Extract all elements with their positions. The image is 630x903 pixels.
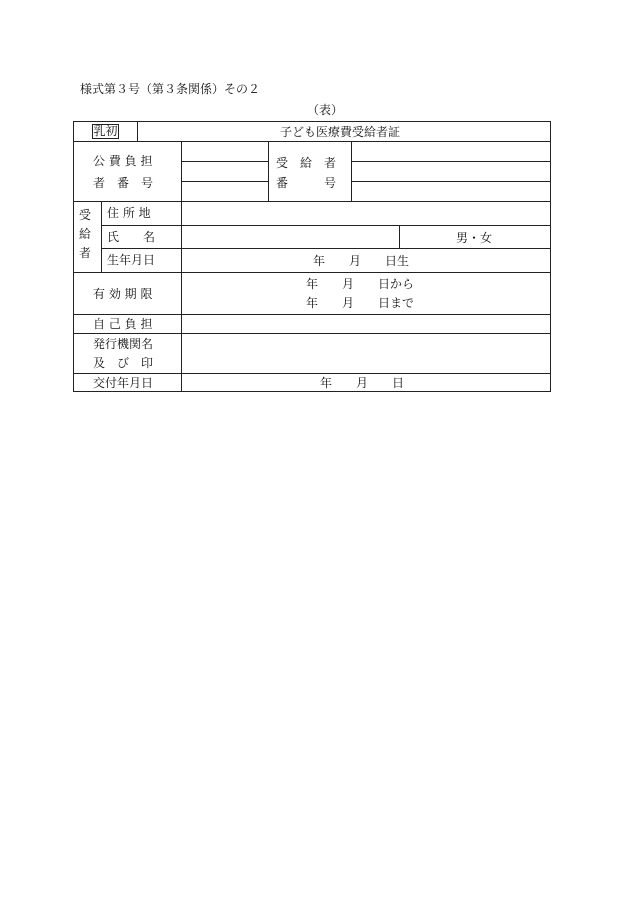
payer-number-label-line1: 公 費 負 担 bbox=[93, 154, 153, 168]
copay-label: 自 己 負 担 bbox=[93, 317, 153, 331]
birth-date-label: 生年月日 bbox=[107, 253, 156, 267]
name-field[interactable] bbox=[182, 226, 398, 247]
issuer-field[interactable] bbox=[182, 334, 550, 372]
row-divider bbox=[101, 248, 551, 249]
col-divider bbox=[268, 141, 269, 201]
row-divider bbox=[73, 373, 551, 374]
copay-field[interactable] bbox=[182, 315, 550, 332]
issue-date-label: 交付年月日 bbox=[93, 376, 154, 390]
recipient-group-char: 受 bbox=[79, 208, 92, 222]
birth-date-value: 年 月 日生 bbox=[313, 254, 410, 268]
address-field[interactable] bbox=[182, 202, 550, 224]
card-title: 子ども医療費受給者証 bbox=[280, 125, 401, 139]
nyusho-tag: 乳初 bbox=[93, 124, 118, 138]
recipient-group-char: 者 bbox=[79, 246, 92, 260]
name-label: 氏 名 bbox=[107, 230, 156, 244]
col-divider bbox=[101, 201, 102, 272]
payer-number-label-line2: 者 番 号 bbox=[93, 176, 154, 190]
sex-value: 男・女 bbox=[456, 231, 493, 245]
row-divider bbox=[73, 272, 551, 273]
col-divider bbox=[137, 121, 138, 141]
recipient-group-char: 給 bbox=[79, 227, 92, 241]
front-side-label: （表） bbox=[307, 103, 344, 117]
validity-to-value: 年 月 日まで bbox=[306, 296, 415, 310]
address-label: 住 所 地 bbox=[107, 206, 151, 220]
recipient-number-field[interactable] bbox=[352, 142, 550, 200]
issuer-label-line1: 発行機関名 bbox=[93, 337, 154, 351]
issue-date-value: 年 月 日 bbox=[320, 376, 405, 390]
form-number-title: 様式第３号（第３条関係）その２ bbox=[80, 82, 261, 96]
issuer-label-line2: 及 び 印 bbox=[93, 356, 154, 370]
recipient-number-label-line2: 番 号 bbox=[276, 176, 337, 190]
col-divider bbox=[399, 225, 400, 248]
recipient-number-label-line1: 受 給 者 bbox=[276, 156, 337, 170]
validity-from-value: 年 月 日から bbox=[306, 277, 415, 291]
validity-label: 有 効 期 限 bbox=[93, 287, 153, 301]
payer-number-field[interactable] bbox=[182, 142, 267, 200]
